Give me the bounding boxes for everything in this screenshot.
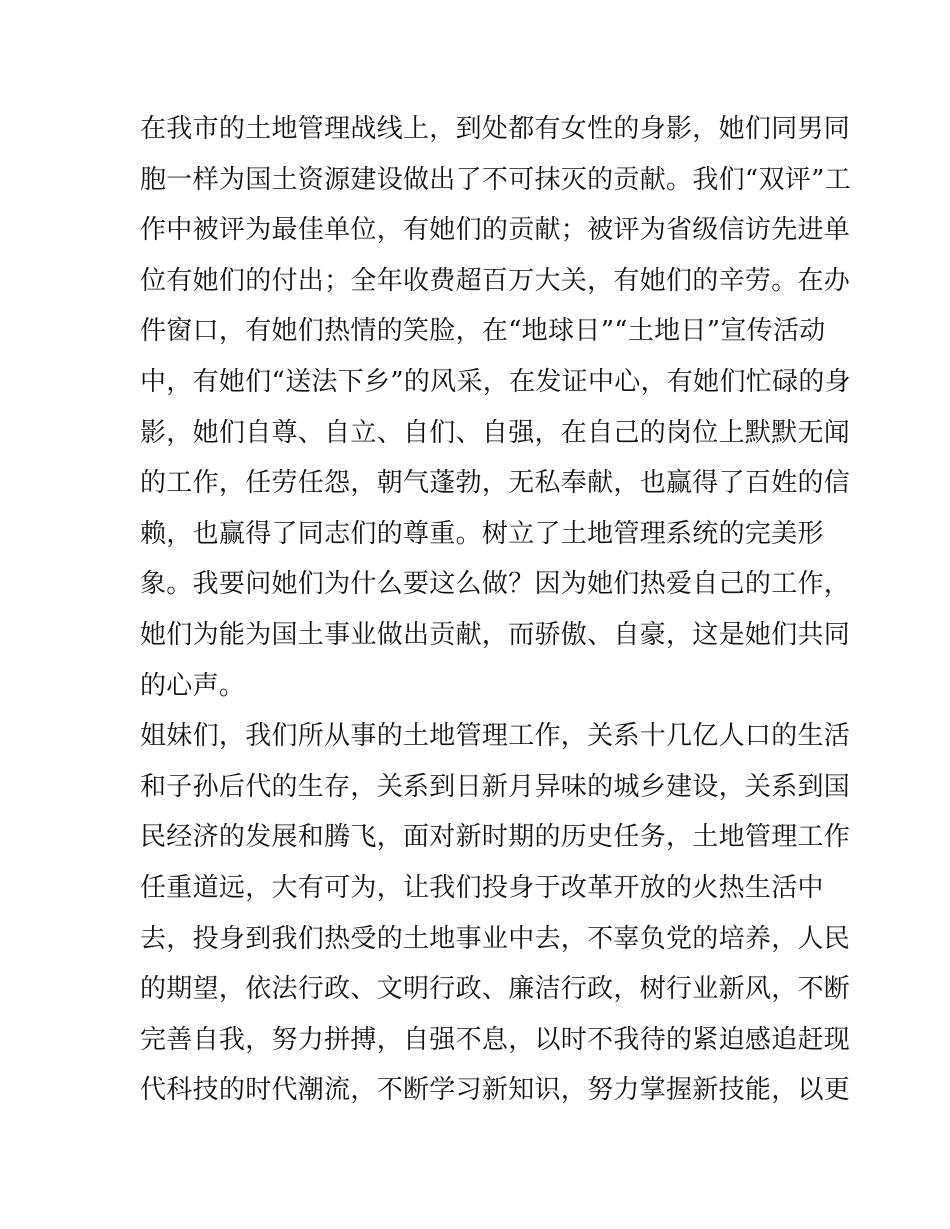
text-line: 她们为能为国土事业做出贡献，而骄傲、自豪，这是她们共同 [140, 619, 851, 650]
text-line: 胞一样为国土资源建设做出了不可抹灭的贡献。我们“双评”工 [140, 164, 851, 195]
text-line: 民经济的发展和腾飞，面对新时期的历史任务，土地管理工作 [140, 822, 851, 853]
text-line: 件窗口，有她们热情的笑脸，在“地球日”“土地日”宣传活动 [140, 316, 826, 347]
text-line: 和子孙后代的生存，关系到日新月异味的城乡建设，关系到国 [140, 771, 851, 802]
text-line: 中，有她们“送法下乡”的风采，在发证中心，有她们忙碌的身 [140, 366, 851, 397]
text-line: 的工作，任劳任怨，朝气蓬勃，无私奉献，也赢得了百姓的信 [140, 468, 851, 499]
text-line: 姐妹们，我们所从事的土地管理工作，关系十几亿人口的生活 [140, 721, 851, 752]
text-line: 赖，也赢得了同志们的尊重。树立了土地管理系统的完美形 [140, 518, 824, 549]
text-line: 的期望，依法行政、文明行政、廉洁行政，树行业新风，不断 [140, 974, 851, 1005]
text-line: 任重道远，大有可为，让我们投身于改革开放的火热生活中 [140, 872, 824, 903]
text-line: 的心声。 [140, 670, 246, 701]
text-line: 代科技的时代潮流，不断学习新知识，努力掌握新技能，以更 [140, 1075, 851, 1106]
text-line: 去，投身到我们热受的土地事业中去，不辜负党的培养，人民 [140, 923, 851, 954]
text-line: 象。我要问她们为什么要这么做？因为她们热爱自己的工作， [140, 569, 851, 600]
text-line: 完善自我，努力拼搏，自强不息，以时不我待的紧迫感追赶现 [140, 1024, 851, 1055]
text-line: 影，她们自尊、自立、自们、自强，在自己的岗位上默默无闻 [140, 417, 851, 448]
text-line: 作中被评为最佳单位，有她们的贡献；被评为省级信访先进单 [140, 215, 851, 246]
document-body [140, 104, 851, 1116]
text-line: 位有她们的付出；全年收费超百万大关，有她们的辛劳。在办 [140, 265, 851, 296]
text-line: 在我市的土地管理战线上，到处都有女性的身影，她们同男同 [140, 114, 851, 144]
